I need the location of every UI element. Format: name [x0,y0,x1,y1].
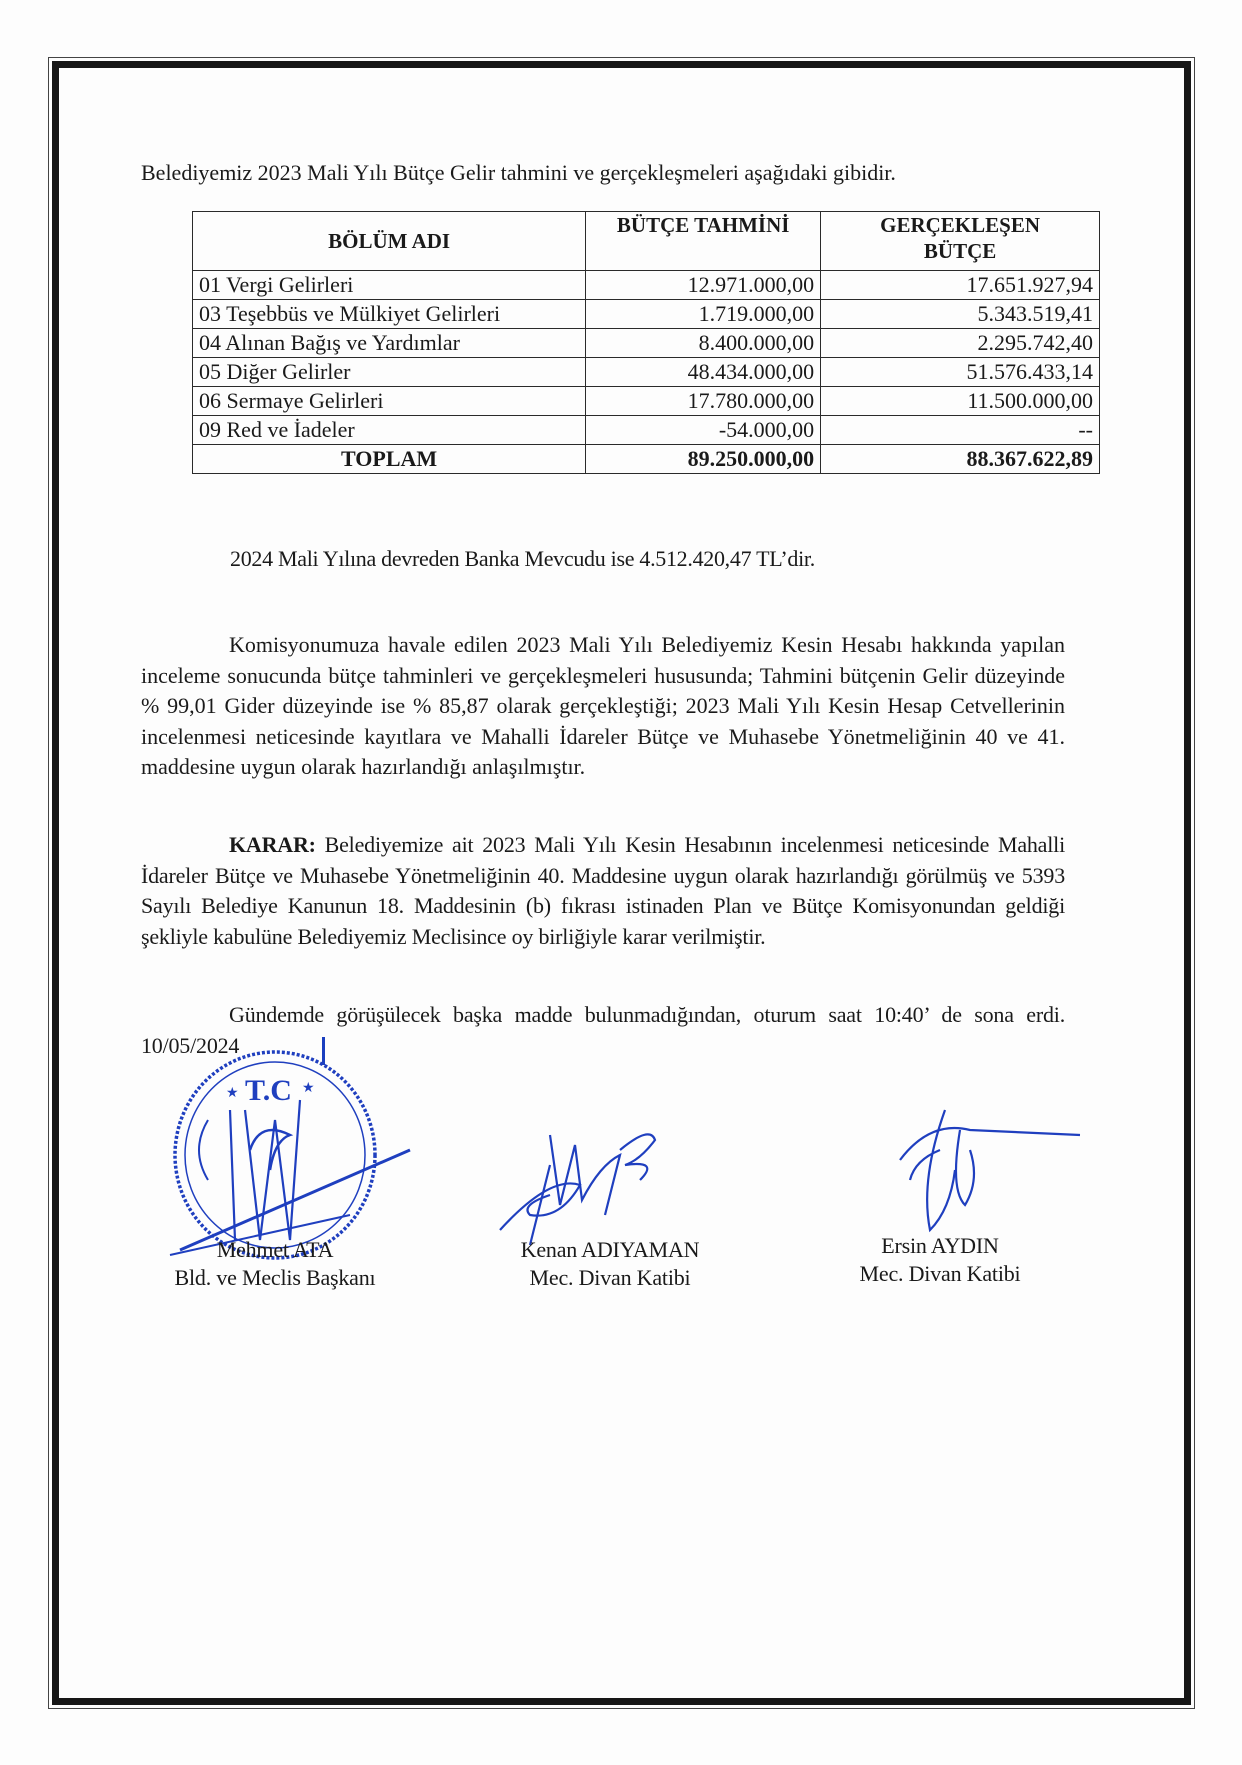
signatory-title: Bld. ve Meclis Başkanı [174,1265,376,1290]
row-name: 05 Diğer Gelirler [193,358,586,387]
row-estimate: 17.780.000,00 [586,387,821,416]
signatory-name: Mehmet ATA [216,1237,334,1262]
signatory-clerk-1 [485,1236,735,1292]
row-name: 06 Sermaye Gelirleri [193,387,586,416]
signatory-name: Kenan ADIYAMAN [520,1237,700,1262]
decision-text: Belediyemize ait 2023 Mali Yılı Kesin Hesabının incelenmesi neticesinde Mahalli İdareler Bütçe ve Muhasebe Yönetmeliğinin 40. Maddesine uygun olarak hazırlandığı görülmüş ve 5393 Sayılı Belediye Kanunun 18. Maddesinin (b) fıkrası istinaden Plan ve Bütçe Komisyonundan geldiği şekliyle kabulüne Belediyemiz Meclisince oy birliğiyle karar verilmiştir. [141,832,1065,949]
stamp-text: T.C [245,1074,292,1107]
row-realized: 5.343.519,41 [821,300,1100,329]
row-estimate: -54.000,00 [586,416,821,445]
header-realized-line2: BÜTÇE [923,239,997,263]
signatory-title: Mec. Divan Katibi [859,1261,1021,1286]
table-row [193,416,1100,445]
table-row [193,300,1100,329]
header-realized-budget [821,212,1100,271]
decision-label: KARAR: [229,832,316,857]
signatory-title: Mec. Divan Katibi [529,1265,691,1290]
closing-paragraph [141,999,1065,1061]
row-name: 01 Vergi Gelirleri [193,271,586,300]
row-estimate: 1.719.000,00 [586,300,821,329]
row-realized: 51.576.433,14 [821,358,1100,387]
stamp-star: ★ [226,1086,239,1101]
commission-paragraph-text: Komisyonumuza havale edilen 2023 Mali Yılı Belediyemiz Kesin Hesabı hakkında yapılan inceleme sonucunda bütçe tahminleri ve gerçekleşmeleri hususunda; Tahmini bütçenin Gelir düzeyinde % 99,01 Gider düzeyinde ise % 85,87 olarak gerçekleştiği; 2023 Mali Yılı Kesin Hesap Cetvellerinin incelenmesi neticesinde kayıtlara ve Mahalli İdareler Bütçe ve Muhasebe Yönetmeliğinin 40 ve 41. maddesine uygun olarak hazırlandığı anlaşılmıştır. [141,632,1065,779]
budget-table [192,211,1100,474]
signatory-mayor [150,1236,400,1292]
ink-mark [322,1037,325,1065]
total-estimate: 89.250.000,00 [586,445,821,474]
row-estimate: 8.400.000,00 [586,329,821,358]
row-realized: 2.295.742,40 [821,329,1100,358]
decision-paragraph [141,830,1065,952]
header-section-name: BÖLÜM ADI [193,212,586,271]
bank-balance-text: 2024 Mali Yılına devreden Banka Mevcudu ise 4.512.420,47 TL’dir. [230,546,815,571]
row-realized: -- [821,416,1100,445]
table-row [193,271,1100,300]
table-header-row [193,212,1100,271]
intro-text: Belediyemiz 2023 Mali Yılı Bütçe Gelir tahmini ve gerçekleşmeleri aşağıdaki gibidir. [141,160,896,185]
commission-paragraph [141,630,1065,783]
stamp-star: ★ [302,1081,315,1096]
table-total-row [193,445,1100,474]
header-budget-estimate: BÜTÇE TAHMİNİ [586,212,821,271]
header-realized-line1: GERÇEKLEŞEN [880,213,1041,237]
table-row [193,329,1100,358]
total-label: TOPLAM [193,445,586,474]
row-name: 03 Teşebbüs ve Mülkiyet Gelirleri [193,300,586,329]
total-realized: 88.367.622,89 [821,445,1100,474]
row-name: 04 Alınan Bağış ve Yardımlar [193,329,586,358]
row-estimate: 48.434.000,00 [586,358,821,387]
row-realized: 11.500.000,00 [821,387,1100,416]
row-name: 09 Red ve İadeler [193,416,586,445]
row-estimate: 12.971.000,00 [586,271,821,300]
row-realized: 17.651.927,94 [821,271,1100,300]
closing-text: Gündemde görüşülecek başka madde bulunmadığından, oturum saat 10:40’ de sona erdi. 10/05/2024 [141,1002,1065,1058]
table-row [193,387,1100,416]
signatory-clerk-2 [815,1232,1065,1288]
signatory-name: Ersin AYDIN [881,1233,999,1258]
table-row [193,358,1100,387]
